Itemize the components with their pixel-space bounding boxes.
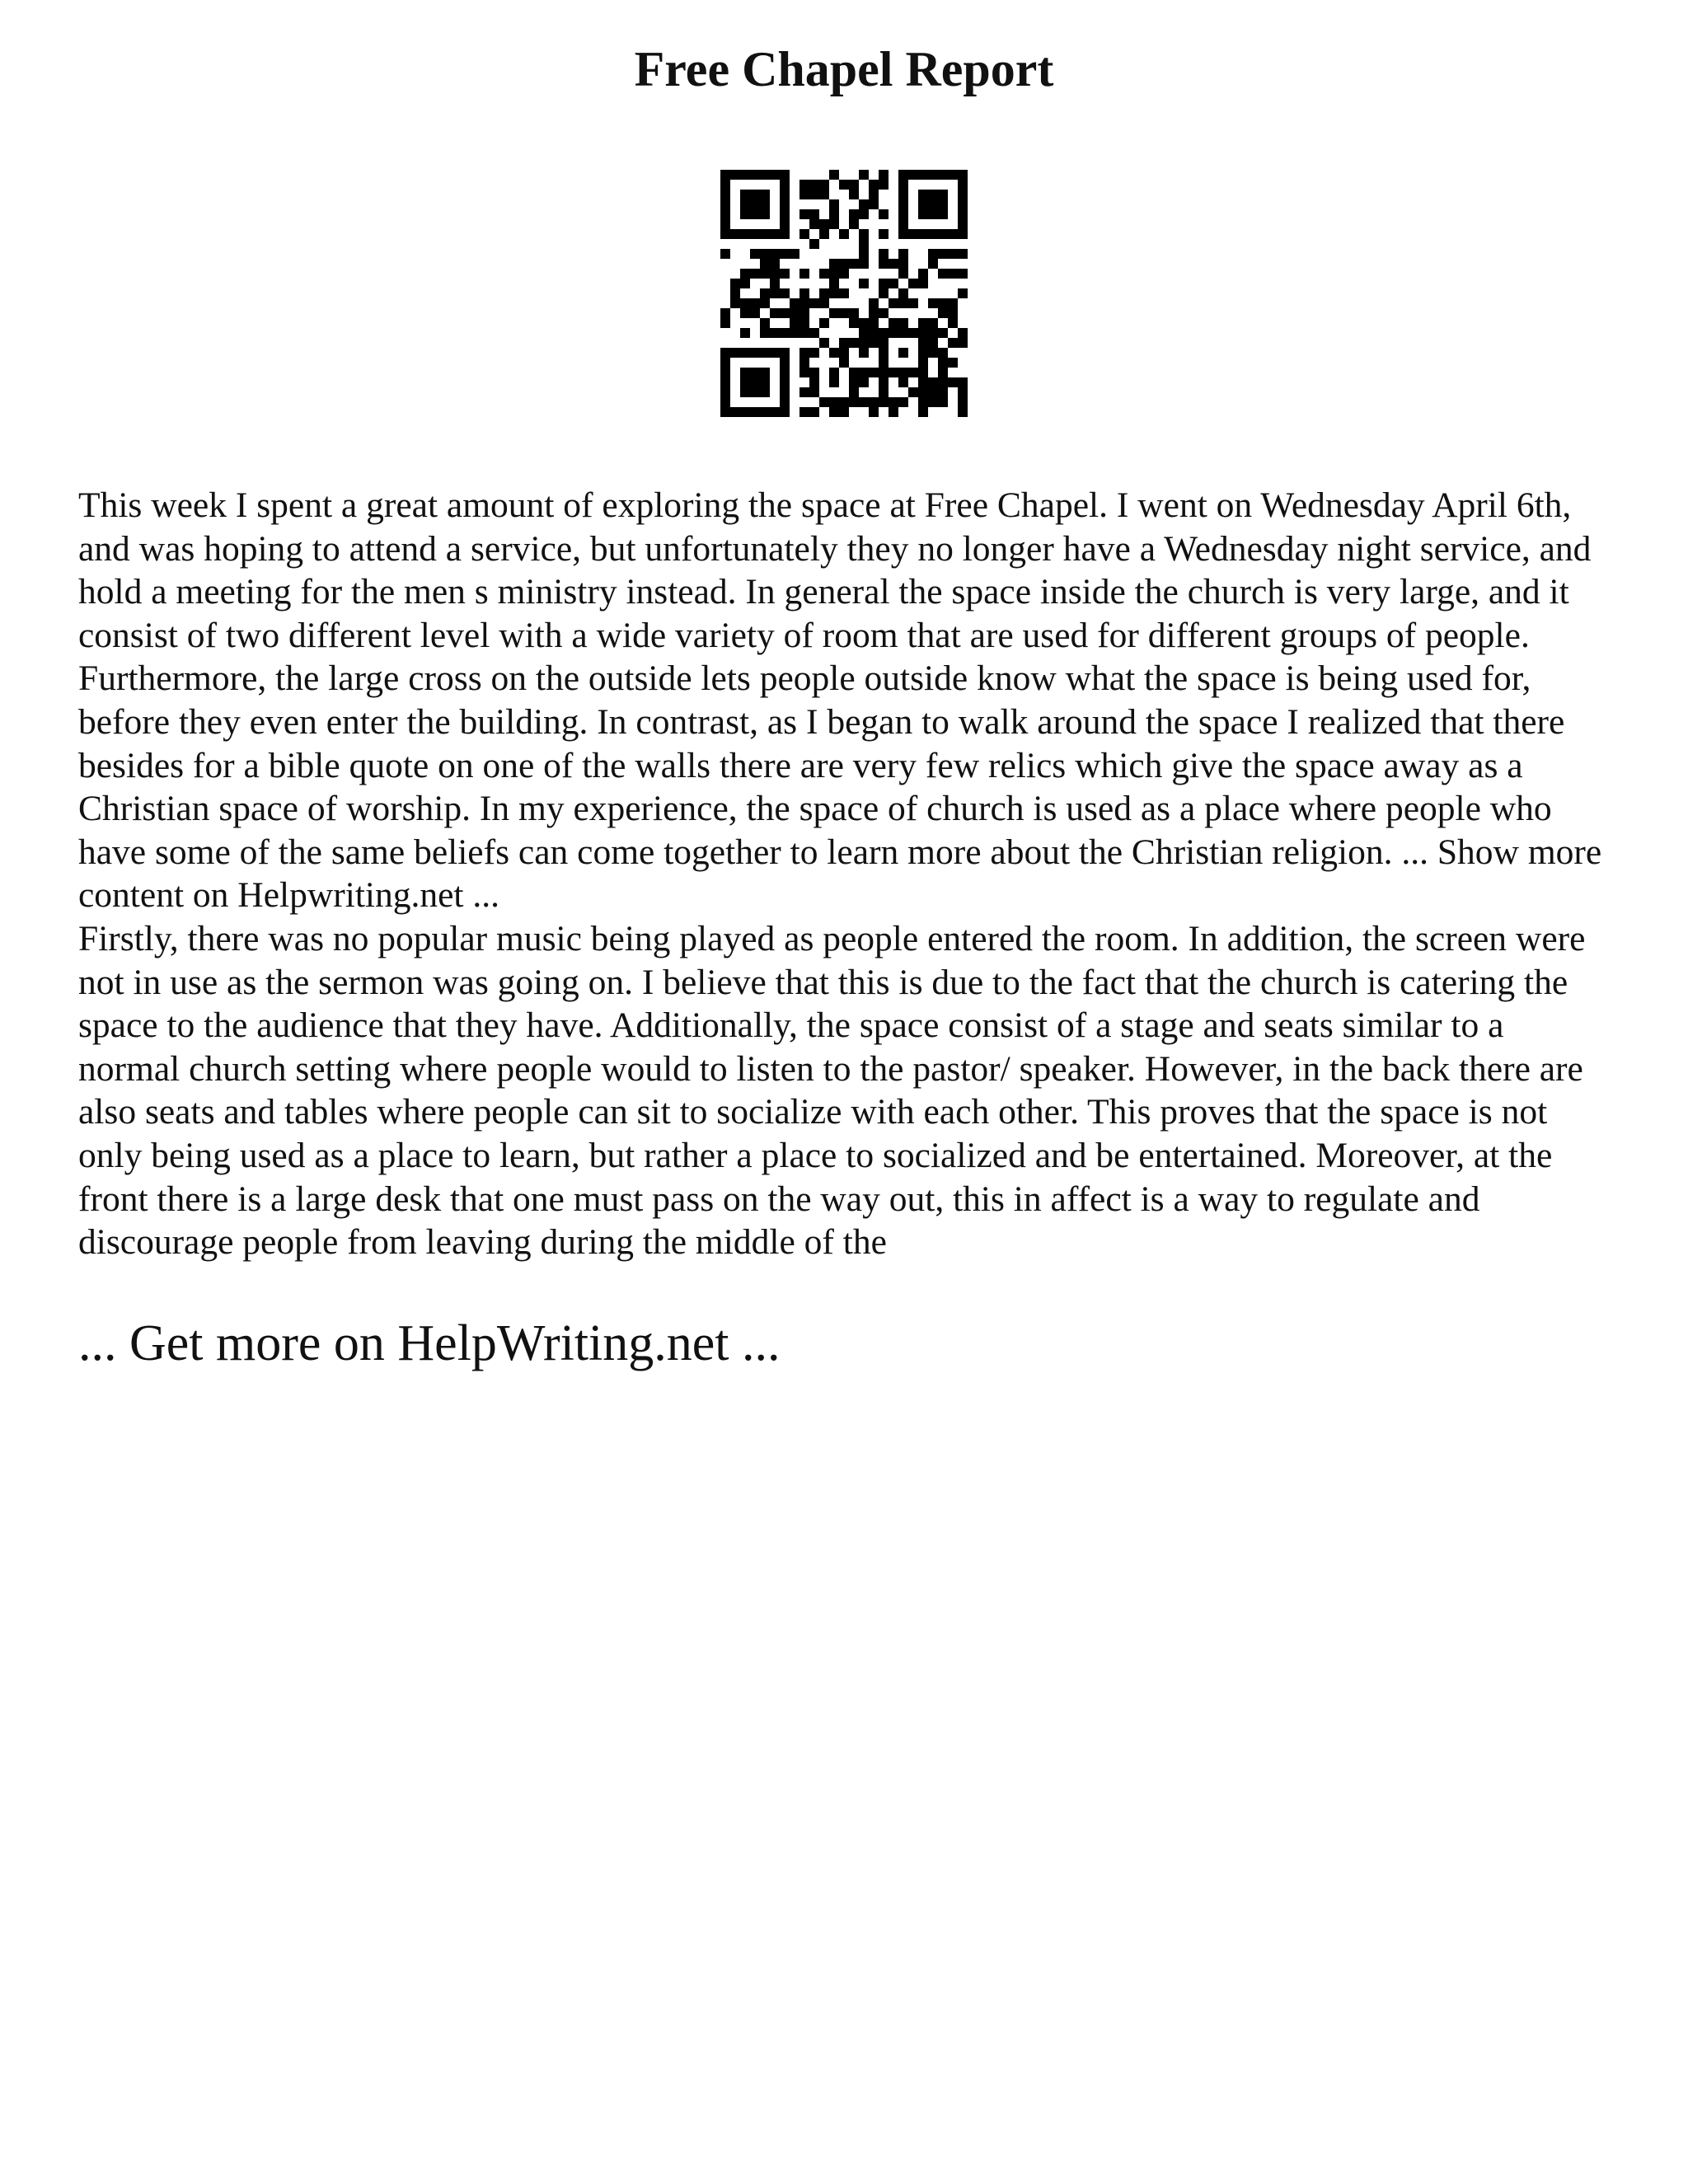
get-more-link[interactable]: ... Get more on HelpWriting.net ... (78, 1315, 781, 1371)
report-paragraph-2: Firstly, there was no popular music being played as people entered the room. In addition, the screen were not in use as the sermon was going on. I believe that this is due to the fact that the church is catering the space to the audience that they have. Additionally, the space consist of a stage and seats similar to a normal church setting where people would to listen to the pastor/ speaker. However, in the back there are also seats and tables where people can sit to socialize with each other. This proves that the space is not only being used as a place to learn, but rather a place to socialized and be entertained. Moreover, at the front there is a large desk that one must pass on the way out, this in affect is a way to regulate and discourage people from leaving during the middle of the (78, 918, 1586, 1263)
report-paragraph-1: This week I spent a great amount of exploring the space at Free Chapel. I went on Wednesday April 6th, and was hoping to attend a service, but unfortunately they no longer have a Wednesday night service, and hold a meeting for the men s ministry instead. In general the space inside the church is very large, and it consist of two different level with a wide variety of room that are used for different groups of people. Furthermore, the large cross on the outside lets people outside know what the space is being used for, before they even enter the building. In contrast, as I began to walk around the space I realized that there besides for a bible quote on one of the walls there are very few relics which give the space away as a Christian space of worship. In my experience, the space of church is used as a place where people who have some of the same beliefs can come together to learn more about the Christian religion. ... Show more content on Helpwriting.net ... (78, 485, 1602, 916)
report-body (78, 484, 1611, 1264)
qr-code-icon (720, 170, 968, 417)
document-title: Free Chapel Report (634, 42, 1054, 96)
